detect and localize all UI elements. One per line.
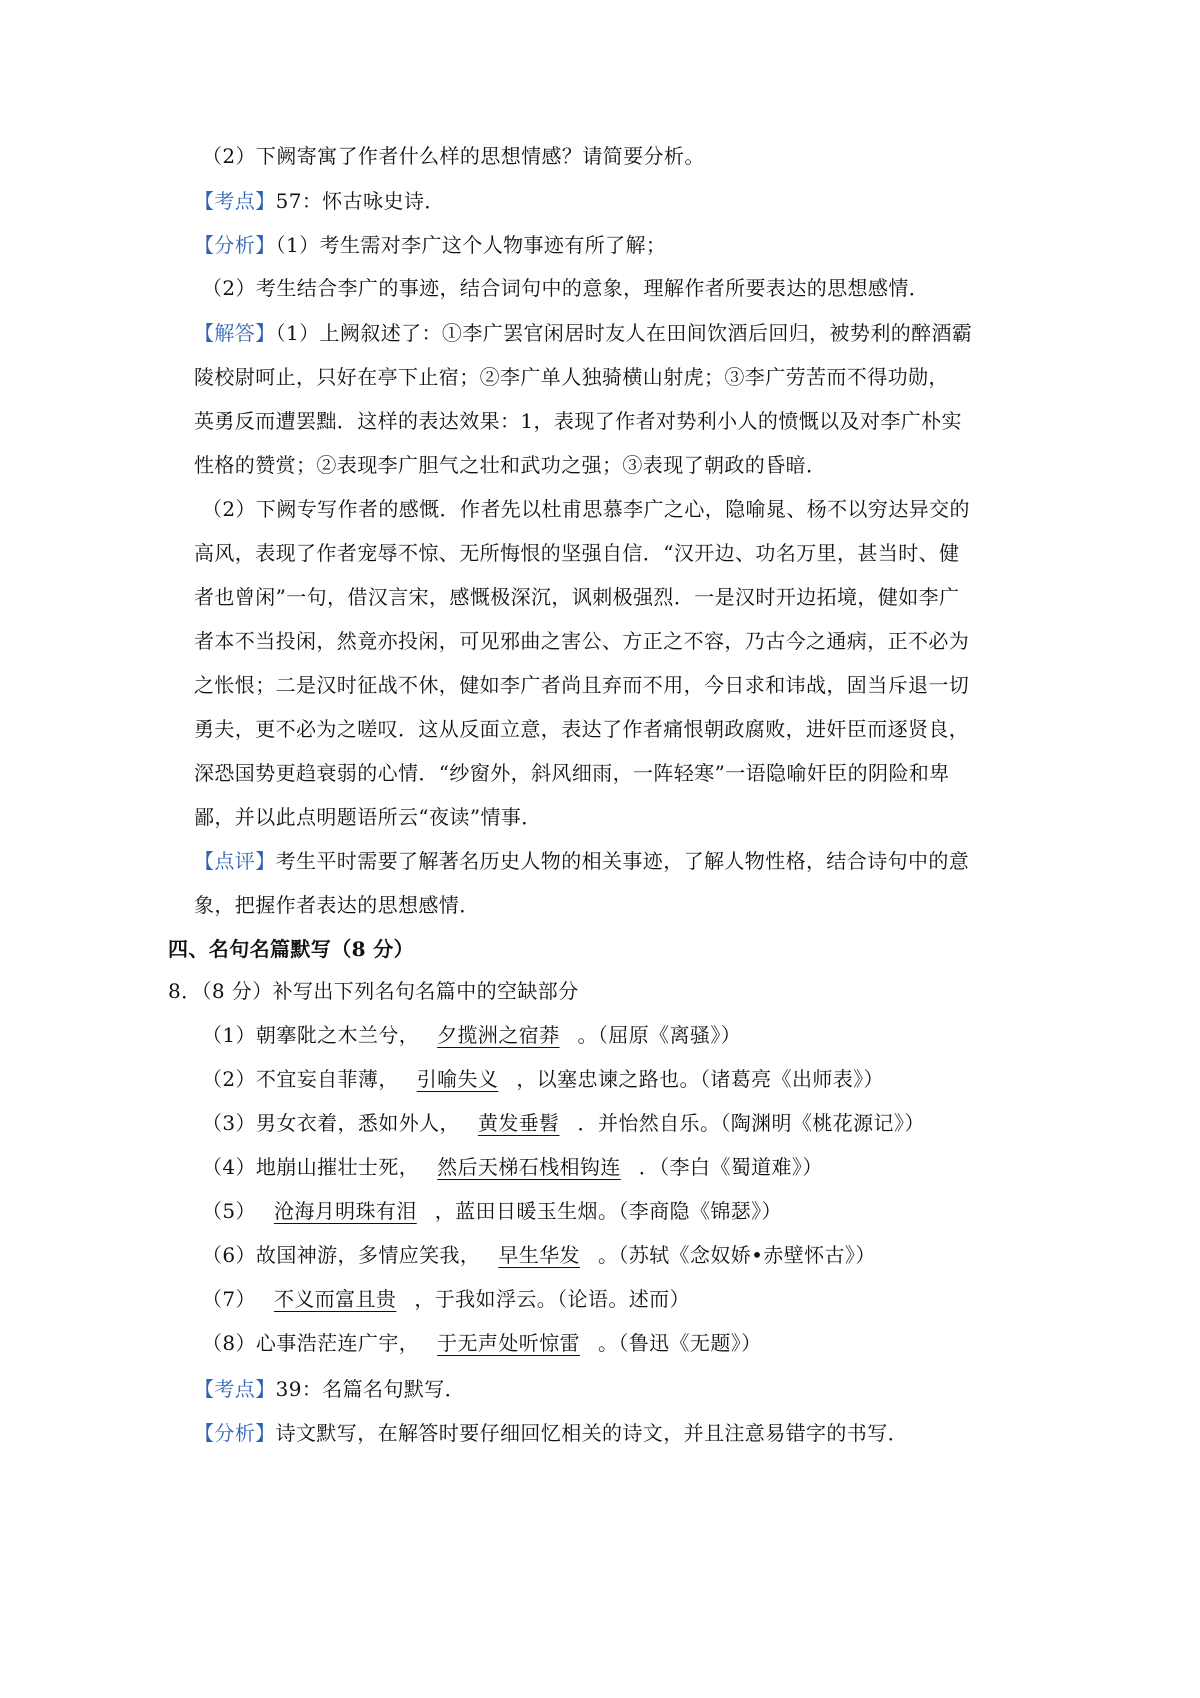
section-heading: 四、名句名篇默写（8 分） — [168, 937, 415, 961]
fill-answer: 沧海月明珠有泪 — [273, 1199, 417, 1223]
fill-answer: 黄发垂髫 — [477, 1111, 560, 1135]
kaodian-tag: 【考点】 — [194, 1377, 276, 1401]
fenxi-text1: （1）考生需对李广这个人物事迹有所了解； — [275, 233, 667, 257]
fill-answer: 不义而富且贵 — [273, 1287, 397, 1311]
fill-answer: 夕揽洲之宿莽 — [437, 1023, 560, 1047]
q7-kaodian — [194, 186, 445, 216]
q7-jieda — [194, 318, 972, 348]
fill-item-prefix: （1）朝搴阰之木兰兮， — [202, 1023, 420, 1047]
jieda-p2-line: （2）下阙专写作者的感慨．作者先以杜甫思慕李广之心，隐喻晁、杨不以穷达异交的 — [202, 497, 970, 521]
jieda-p2-line: 勇夫，更不必为之嗟叹．这从反面立意，表达了作者痛恨朝政腐败，进奸臣而逐贤良， — [194, 717, 970, 741]
fill-item-3 — [202, 1108, 925, 1138]
fenxi-text2: （2）考生结合李广的事迹，结合词句中的意象，理解作者所要表达的思想感情． — [202, 276, 930, 300]
q7-dianping — [194, 846, 969, 876]
fenxi-text: 诗文默写，在解答时要仔细回忆相关的诗文，并且注意易错字的书写． — [275, 1421, 909, 1445]
fill-item-suffix: 。（苏轼《念奴娇•赤壁怀古》） — [597, 1243, 876, 1267]
fill-item-prefix: （2）不宜妄自菲薄， — [202, 1067, 399, 1091]
fill-answer: 于无声处听惊雷 — [437, 1331, 580, 1355]
fill-item-4 — [202, 1152, 823, 1182]
jieda-p1-line: （1）上阙叙述了：①李广罢官闲居时友人在田间饮酒后回归，被势利的醉酒霸 — [275, 321, 973, 345]
jieda-p2-line: 者本不当投闲，然竟亦投闲，可见邪曲之害公、方正之不容，乃古今之通病，正不必为 — [194, 629, 970, 653]
fill-item-suffix: ．并怡然自乐。（陶渊明《桃花源记》） — [577, 1111, 925, 1135]
q7-sub2: （2）下阙寄寓了作者什么样的思想情感？请简要分析。 — [202, 144, 705, 168]
fill-item-8 — [202, 1328, 762, 1358]
fenxi-tag: 【分析】 — [194, 233, 276, 257]
q8-stem: 8．（8 分）补写出下列名句名篇中的空缺部分 — [168, 979, 579, 1003]
dianping-text1: 考生平时需要了解著名历史人物的相关事迹，了解人物性格，结合诗句中的意 — [275, 849, 970, 873]
fill-item-suffix: ，蓝田日暖玉生烟。（李商隐《锦瑟》） — [434, 1199, 782, 1223]
fill-item-1 — [202, 1020, 741, 1050]
fill-item-prefix: （7） — [202, 1287, 256, 1311]
kaodian-tag: 【考点】 — [194, 189, 276, 213]
jieda-p1-line: 英勇反而遭罢黜．这样的表达效果：1，表现了作者对势利小人的愤慨以及对李广朴实 — [194, 409, 962, 433]
jieda-p2-line: 深恐国势更趋衰弱的心情．“纱窗外，斜风细雨，一阵轻寒”一语隐喻奸臣的阴险和卑 — [194, 761, 950, 785]
fill-item-prefix: （5） — [202, 1199, 256, 1223]
fenxi-tag: 【分析】 — [194, 1421, 276, 1445]
q8-fenxi — [194, 1418, 908, 1448]
dianping-tag: 【点评】 — [194, 849, 276, 873]
fill-item-suffix: ，以塞忠谏之路也。（诸葛亮《出师表》） — [516, 1067, 884, 1091]
fill-item-suffix: 。（屈原《离骚》） — [577, 1023, 742, 1047]
jieda-tag: 【解答】 — [194, 321, 276, 345]
jieda-p2-line: 者也曾闲”一句，借汉言宋，感慨极深沉，讽刺极强烈．一是汉时开边拓境，健如李广 — [194, 585, 960, 609]
fill-item-suffix: ，于我如浮云。（论语。述而） — [414, 1287, 690, 1311]
fill-item-6 — [202, 1240, 876, 1270]
jieda-p2-line: 之怅恨；二是汉时征战不休，健如李广者尚且弃而不用，今日求和讳战，固当斥退一切 — [194, 673, 970, 697]
fill-item-suffix: 。（鲁迅《无题》） — [597, 1331, 762, 1355]
jieda-p2-line: 鄙，并以此点明题语所云“夜读”情事． — [194, 805, 542, 829]
fill-item-prefix: （3）男女衣着，悉如外人， — [202, 1111, 460, 1135]
fill-item-prefix: （6）故国神游，多情应笑我， — [202, 1243, 481, 1267]
q8-kaodian — [194, 1374, 465, 1404]
kaodian-text: 57：怀古咏史诗． — [275, 189, 445, 213]
kaodian-text: 39：名篇名句默写． — [275, 1377, 466, 1401]
fill-item-7 — [202, 1284, 690, 1314]
fill-item-5 — [202, 1196, 782, 1226]
jieda-p1-line: 陵校尉呵止，只好在亭下止宿；②李广单人独骑横山射虎；③李广劳苦而不得功勋， — [194, 365, 949, 389]
fill-answer: 然后天梯石栈相钩连 — [437, 1155, 621, 1179]
jieda-p1-line: 性格的赞赏；②表现李广胆气之壮和武功之强；③表现了朝政的昏暗． — [194, 453, 827, 477]
fill-answer: 引喻失义 — [416, 1067, 499, 1091]
q7-fenxi — [194, 230, 666, 260]
fill-item-prefix: （4）地崩山摧壮士死， — [202, 1155, 420, 1179]
fill-item-2 — [202, 1064, 884, 1094]
jieda-p2-line: 高风，表现了作者宠辱不惊、无所悔恨的坚强自信．“汉开边、功名万里，甚当时、健 — [194, 541, 960, 565]
fill-answer: 早生华发 — [498, 1243, 580, 1267]
fill-item-suffix: ．（李白《蜀道难》） — [638, 1155, 823, 1179]
fill-item-prefix: （8）心事浩茫连广宇， — [202, 1331, 420, 1355]
dianping-text2: 象，把握作者表达的思想感情． — [194, 893, 480, 917]
